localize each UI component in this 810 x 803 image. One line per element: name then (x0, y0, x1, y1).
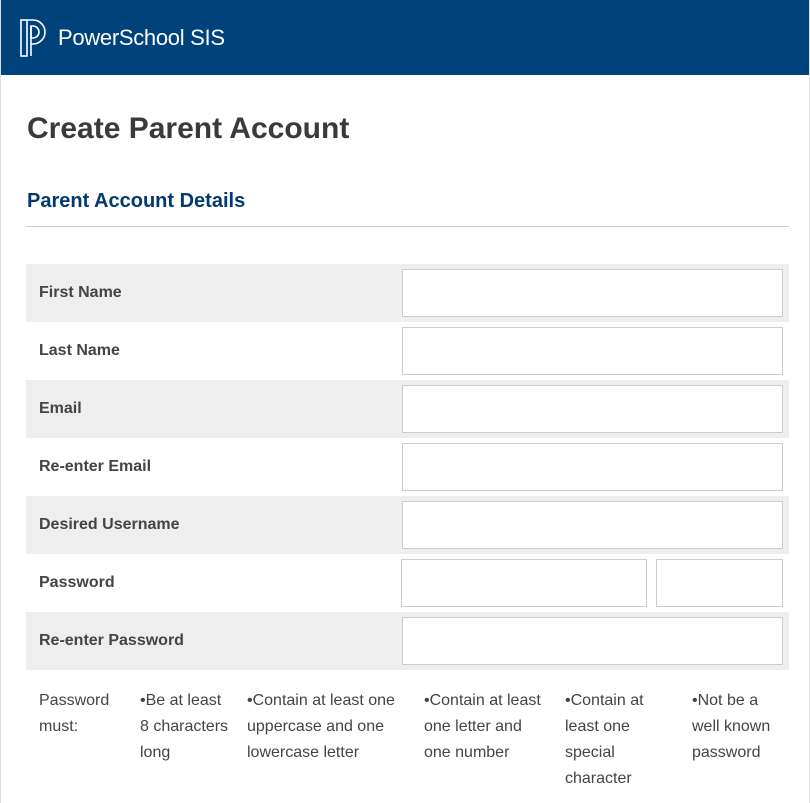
email-label: Email (39, 400, 82, 417)
last-name-label: Last Name (39, 342, 120, 359)
email-row (26, 380, 789, 438)
password-rule: •Contain at least one uppercase and one lowercase letter (247, 692, 395, 761)
email-input[interactable] (402, 385, 783, 433)
password-rules-intro: Password must: (39, 692, 110, 735)
reenter-email-label: Re-enter Email (39, 458, 152, 475)
reenter-email-input[interactable] (402, 443, 783, 491)
first-name-label: First Name (39, 284, 122, 301)
last-name-input[interactable] (402, 327, 783, 375)
password-rule: •Contain at least one letter and one number (424, 692, 541, 761)
password-input[interactable] (401, 559, 647, 607)
password-rule: •Contain at least one special character (565, 692, 644, 787)
first-name-row (26, 264, 789, 322)
username-label: Desired Username (39, 516, 180, 533)
brand-name: PowerSchool SIS (58, 24, 225, 50)
password-label: Password (39, 574, 115, 591)
page-title: Create Parent Account (27, 112, 350, 145)
app-header (1, 0, 809, 75)
first-name-input[interactable] (402, 269, 783, 317)
password-rule: •Be at least 8 characters long (140, 692, 229, 761)
username-input[interactable] (402, 501, 783, 549)
reenter-email-row (26, 438, 789, 496)
reenter-password-label: Re-enter Password (39, 632, 184, 649)
last-name-row (26, 322, 789, 380)
username-row (26, 496, 789, 554)
divider (26, 226, 789, 227)
password-rule: •Not be a well known password (692, 692, 771, 761)
section-title: Parent Account Details (27, 190, 246, 212)
password-strength-indicator (656, 559, 783, 607)
reenter-password-row (26, 612, 789, 670)
password-row (26, 554, 789, 612)
parent-account-form (26, 264, 789, 670)
powerschool-logo-icon (20, 18, 50, 58)
reenter-password-input[interactable] (402, 617, 783, 665)
